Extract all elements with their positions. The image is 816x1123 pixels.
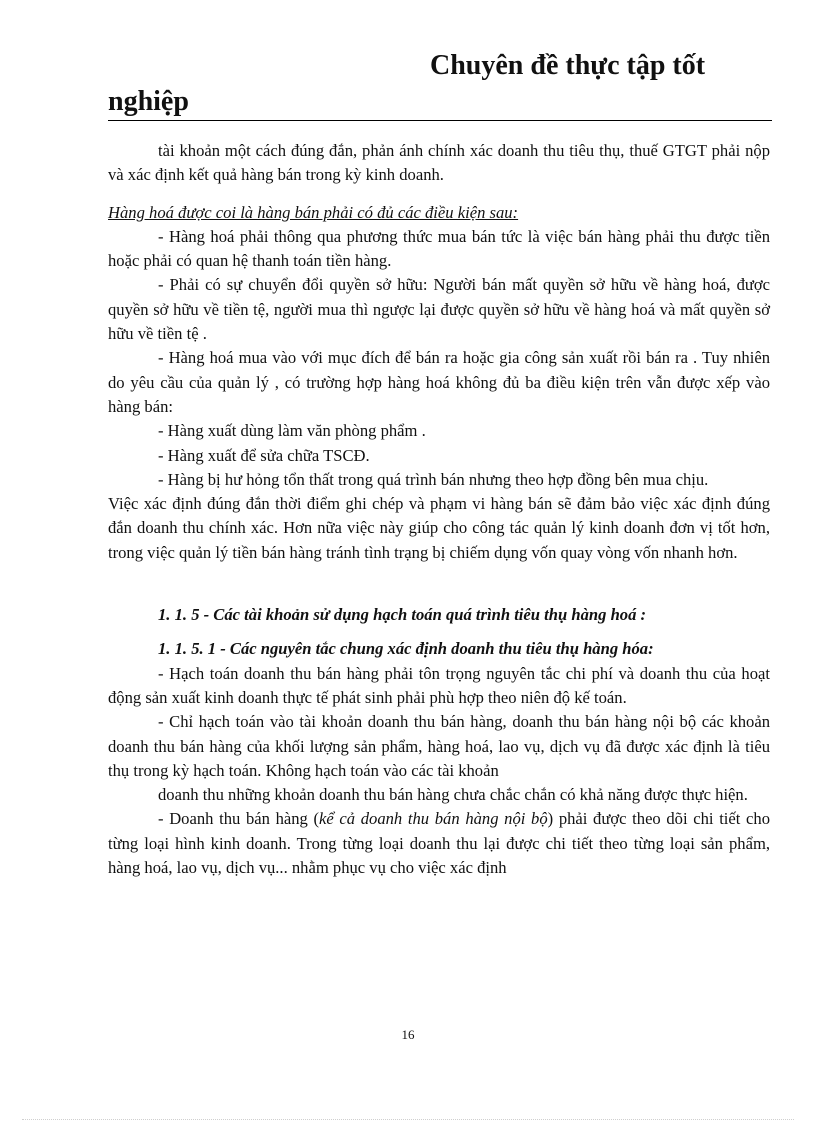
list-item: - Phải có sự chuyển đổi quyền sở hữu: Người bán mất quyền sở hữu về hàng hoá, được quyền sở hữu về tiền tệ, người mua thì ngược lại được quyền sở hữu về hàng hoá và mất quyền sở hữu về tiền tệ . bbox=[108, 275, 770, 344]
list-item: - Hàng xuất dùng làm văn phòng phẩm . bbox=[158, 421, 426, 441]
document-body bbox=[108, 139, 770, 880]
list-item: - Hàng xuất để sửa chữa TSCĐ. bbox=[158, 445, 370, 465]
header-title-line2: nghiệp bbox=[108, 86, 189, 117]
underlined-heading: Hàng hoá được coi là hàng bán phải có đủ các điều kiện sau: bbox=[108, 202, 519, 222]
list-item: - Hàng bị hư hỏng tổn thất trong quá trình bán nhưng theo hợp đồng bên mua chịu. bbox=[158, 469, 709, 489]
header-rule bbox=[108, 120, 772, 121]
italic-text-run: kể cả doanh thu bán hàng nội bộ bbox=[319, 809, 548, 829]
paragraph: tài khoản một cách đúng đắn, phản ánh chính xác doanh thu tiêu thụ, thuế GTGT phải nộp và xác định kết quả hàng bán trong kỳ kinh doanh. bbox=[108, 141, 770, 185]
list-item-continued: doanh thu những khoản doanh thu bán hàng chưa chắc chắn có khả năng được thực hiện. bbox=[158, 785, 748, 805]
list-item: - Hàng hoá phải thông qua phương thức mua bán tức là việc bán hàng phải thu được tiền hoặc phải có quan hệ thanh toán tiền hàng. bbox=[108, 226, 770, 271]
section-heading: 1. 1. 5 - Các tài khoản sử dụng hạch toán quá trình tiêu thụ hàng hoá : bbox=[158, 605, 647, 625]
list-item: - Chỉ hạch toán vào tài khoản doanh thu bán hàng, doanh thu bán hàng nội bộ các khoản doanh thu bán hàng của khối lượng sản phẩm, hàng hoá, lao vụ, dịch vụ đã được xác định là tiêu thụ trong kỳ hạch toán. Không hạch toán vào các tài khoản bbox=[108, 712, 770, 780]
list-item: - Hàng hoá mua vào với mục đích để bán ra hoặc gia công sản xuất rồi bán ra . Tuy nhiên do yêu cầu của quản lý , có trường hợp hàng hoá không đủ ba điều kiện trên vẫn được xếp vào hàng bán: bbox=[108, 348, 770, 416]
subsection-heading: 1. 1. 5. 1 - Các nguyên tắc chung xác định doanh thu tiêu thụ hàng hóa: bbox=[158, 639, 654, 659]
list-item bbox=[108, 807, 770, 880]
text-run: ) phải được theo dõi chi tiết cho từng loại hình kinh doanh. Trong từng loại doanh thu lại được chi tiết theo từng loại sản phẩm, hàng hoá, lao vụ, dịch vụ... nhằm phục vụ cho việc xác định bbox=[108, 809, 771, 878]
text-run: - Doanh thu bán hàng ( bbox=[158, 809, 320, 829]
list-item: - Hạch toán doanh thu bán hàng phải tôn trọng nguyên tắc chi phí và doanh thu của hoạt động sản xuất kinh doanh thực tế phát sinh phải phù hợp theo niên độ kế toán. bbox=[108, 663, 770, 707]
paragraph: Việc xác định đúng đắn thời điểm ghi chép và phạm vi hàng bán sẽ đảm bảo việc xác định đúng đắn doanh thu chính xác. Hơn nữa việc này giúp cho công tác quản lý kinh doanh đơn vị tốt hơn, trong việc quản lý tiền bán hàng tránh tình trạng bị chiếm dụng vốn quay vòng vốn nhanh hơn. bbox=[108, 494, 770, 562]
page-bottom-border bbox=[22, 1119, 794, 1120]
page-number: 16 bbox=[401, 1027, 415, 1042]
header-title-line1: Chuyên đề thực tập tốt bbox=[430, 50, 706, 81]
